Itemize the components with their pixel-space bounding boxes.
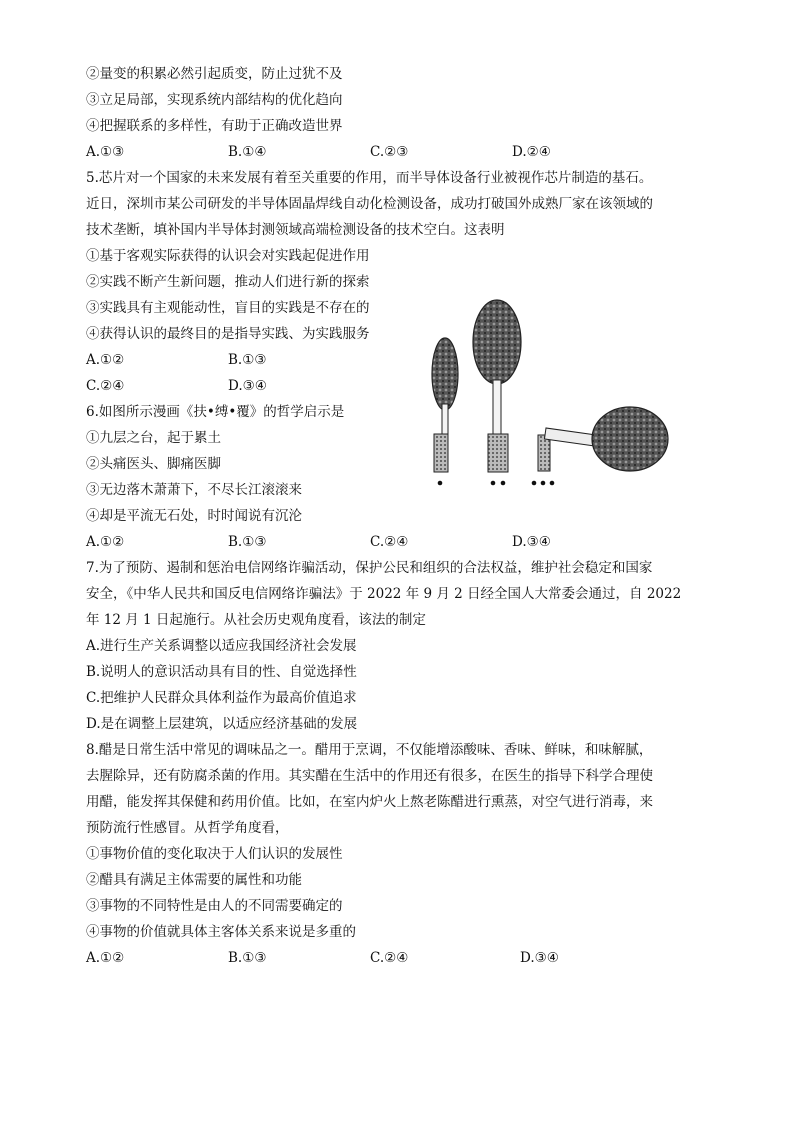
q6-statement-2: ②头痛医头、脚痛医脚 (86, 456, 221, 472)
tall-tree-icon (473, 300, 521, 485)
q5-stem-line-3: 技术垄断，填补国内半导体封测领域高端检测设备的技术空白。这表明 (86, 222, 505, 238)
q8-option-c: C.②④ (370, 950, 409, 966)
option-d: D.②④ (512, 144, 551, 160)
q7-option-a: A.进行生产关系调整以适应我国经济社会发展 (86, 638, 357, 654)
q5-statement-4: ④获得认识的最终目的是指导实践、为实践服务 (86, 326, 370, 342)
q5-statement-1: ①基于客观实际获得的认识会对实践起促进作用 (86, 248, 370, 264)
q7-stem-line-3: 年 12 月 1 日起施行。从社会历史观角度看，该法的制定 (86, 612, 426, 628)
q6-statement-4: ④却是平流无石处，时时闻说有沉沦 (86, 508, 302, 524)
q8-stem-line-4: 预防流行性感冒。从哲学角度看， (86, 820, 289, 836)
q8-stem-line-1: 8.醋是日常生活中常见的调味品之一。醋用于烹调，不仅能增添酸味、香味、鲜味，和味解腻， (86, 742, 653, 758)
option-c: C.②③ (370, 144, 409, 160)
statement-4: ④把握联系的多样性，有助于正确改造世界 (86, 118, 343, 134)
q6-option-b: B.①③ (228, 534, 267, 550)
q8-statement-4: ④事物的价值就具体主客体关系来说是多重的 (86, 924, 356, 940)
q5-stem-line-2: 近日，深圳市某公司研发的半导体固晶焊线自动化检测设备，成功打破国外成熟厂家在该领域的 (86, 196, 653, 212)
q7-stem-line-1: 7.为了预防、遏制和惩治电信网络诈骗活动，保护公民和组织的合法权益，维护社会稳定和国家 (86, 560, 653, 576)
statement-2: ②量变的积累必然引起质变，防止过犹不及 (86, 66, 343, 82)
q5-option-a: A.①② (86, 352, 125, 368)
q6-option-d: D.③④ (512, 534, 551, 550)
q6-stem: 6.如图所示漫画《扶•缚•覆》的哲学启示是 (86, 404, 345, 420)
q8-statement-1: ①事物价值的变化取决于人们认识的发展性 (86, 846, 343, 862)
option-a: A.①③ (86, 144, 125, 160)
small-tree-icon (432, 338, 458, 485)
q6-option-a: A.①② (86, 534, 125, 550)
q8-statement-2: ②醋具有满足主体需要的属性和功能 (86, 872, 302, 888)
q8-statement-3: ③事物的不同特性是由人的不同需要确定的 (86, 898, 343, 914)
q5-option-b: B.①③ (228, 352, 267, 368)
q6-option-c: C.②④ (370, 534, 409, 550)
q5-stem-line-1: 5.芯片对一个国家的未来发展有着至关重要的作用，而半导体设备行业被视作芯片制造的基石。 (86, 170, 653, 186)
q5-option-d: D.③④ (228, 378, 267, 394)
q8-option-b: B.①③ (228, 950, 267, 966)
option-b: B.①④ (228, 144, 267, 160)
q6-statement-1: ①九层之台，起于累土 (86, 430, 221, 446)
q8-stem-line-2: 去腥除异，还有防腐杀菌的作用。其实醋在生活中的作用还有很多，在医生的指导下科学合理使 (86, 768, 653, 784)
q8-option-d: D.③④ (520, 950, 559, 966)
q6-statement-3: ③无边落木萧萧下，不尽长江滚滚来 (86, 482, 302, 498)
q5-option-c: C.②④ (86, 378, 125, 394)
q8-option-a: A.①② (86, 950, 125, 966)
q7-option-d: D.是在调整上层建筑，以适应经济基础的发展 (86, 716, 358, 732)
cartoon-illustration (420, 292, 670, 492)
q7-option-b: B.说明人的意识活动具有目的性、自觉选择性 (86, 664, 357, 680)
q7-stem-line-2: 安全，《中华人民共和国反电信网络诈骗法》于 2022 年 9 月 2 日经全国人大常委会通过，自 2022 (86, 586, 682, 602)
q5-statement-2: ②实践不断产生新问题，推动人们进行新的探索 (86, 274, 370, 290)
fallen-tree-icon (532, 407, 668, 485)
q7-option-c: C.把维护人民群众具体利益作为最高价值追求 (86, 690, 357, 706)
statement-3: ③立足局部，实现系统内部结构的优化趋向 (86, 92, 343, 108)
q5-statement-3: ③实践具有主观能动性，盲目的实践是不存在的 (86, 300, 370, 316)
q8-stem-line-3: 用醋，能发挥其保健和药用价值。比如，在室内炉火上熬老陈醋进行熏蒸，对空气进行消毒，来 (86, 794, 653, 810)
